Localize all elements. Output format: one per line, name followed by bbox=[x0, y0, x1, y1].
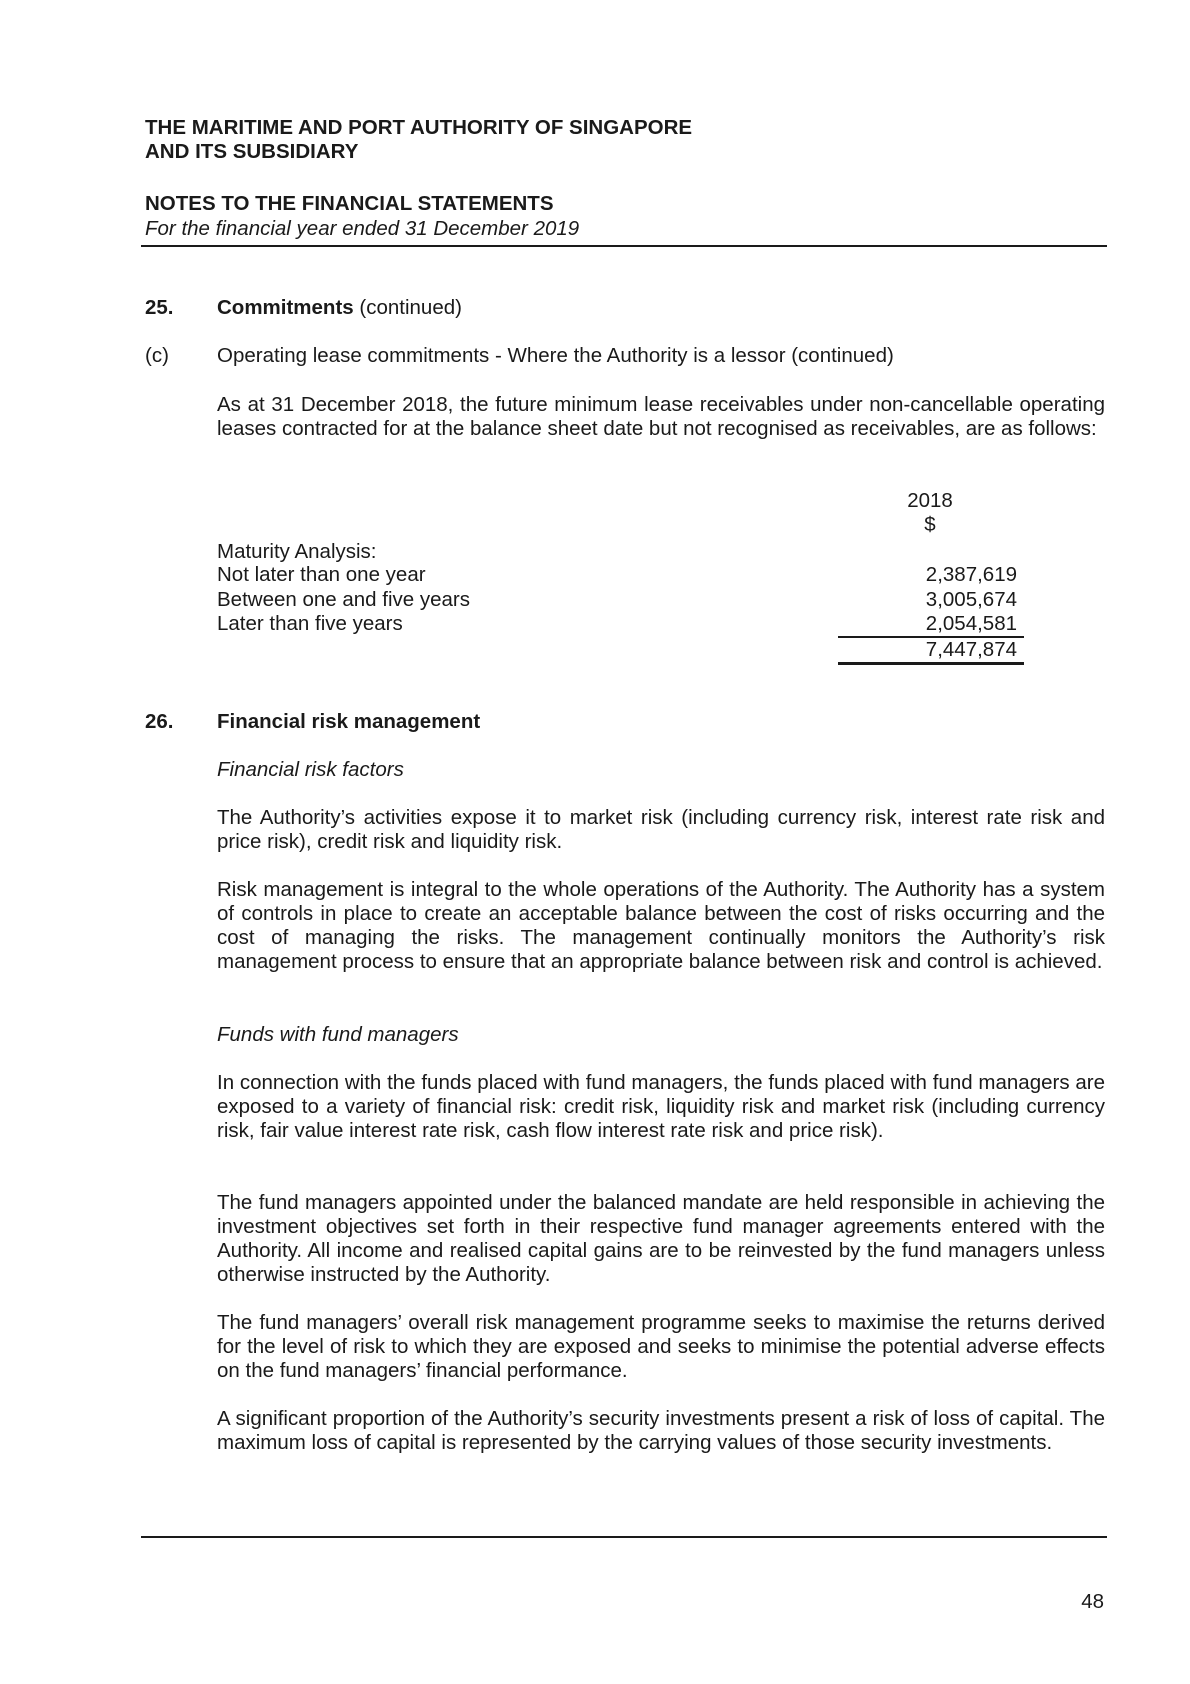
org-name-line2: AND ITS SUBSIDIARY bbox=[145, 140, 359, 163]
funds-with-fund-managers-subheading: Funds with fund managers bbox=[217, 1023, 459, 1046]
table-row bbox=[217, 611, 1017, 636]
page-number: 48 bbox=[1081, 1590, 1104, 1613]
risk-programme-paragraph: The fund managers’ overall risk management programme seeks to maximise the returns derived for the level of risk to which they are exposed and seeks to minimise the potential adverse effects on the fund managers’ financial performance. bbox=[217, 1311, 1105, 1382]
table-row bbox=[217, 562, 1017, 587]
note-25-title: Commitments bbox=[217, 296, 354, 319]
table-currency-header: $ bbox=[924, 513, 936, 536]
balanced-mandate-paragraph: The fund managers appointed under the balanced mandate are held responsible in achieving the investment objectives set forth in their respective fund manager agreements entered with the Authority. All income and realised capital gains are to be reinvested by the fund managers unless otherwise instructed by the Authority. bbox=[217, 1191, 1105, 1286]
note-26-number: 26. bbox=[145, 710, 174, 733]
table-row bbox=[217, 587, 1017, 612]
security-investments-paragraph: A significant proportion of the Authority’s security investments present a risk of loss of capital. The maximum loss of capital is represented by the carrying values of those security investments. bbox=[217, 1407, 1105, 1454]
sub-note-label: (c) bbox=[145, 344, 169, 367]
risk-management-paragraph: Risk management is integral to the whole operations of the Authority. The Authority has a system of controls in place to create an acceptable balance between the cost of risks occurring and the cost of managing the risks. The management continually monitors the Authority’s risk management process to ensure that an appropriate balance between risk and control is achieved. bbox=[217, 878, 1105, 973]
table-total-row bbox=[217, 637, 1017, 662]
sub-note-title: Operating lease commitments - Where the Authority is a lessor (continued) bbox=[217, 344, 894, 367]
note-25-title-suffix: (continued) bbox=[353, 296, 462, 319]
lease-intro-paragraph: As at 31 December 2018, the future minimum lease receivables under non-cancellable operating leases contracted for at the balance sheet date but not recognised as receivables, are as follows: bbox=[217, 393, 1105, 440]
org-name-line1: THE MARITIME AND PORT AUTHORITY OF SINGAPORE bbox=[145, 116, 693, 139]
row-label: Not later than one year bbox=[217, 563, 426, 586]
period-subtitle: For the financial year ended 31 December 2019 bbox=[145, 217, 580, 240]
footer-divider bbox=[141, 1536, 1107, 1538]
row-label: Between one and five years bbox=[217, 588, 470, 611]
financial-risk-factors-subheading: Financial risk factors bbox=[217, 758, 404, 781]
section-title: NOTES TO THE FINANCIAL STATEMENTS bbox=[145, 192, 554, 215]
row-value: 2,387,619 bbox=[925, 563, 1017, 586]
header-divider bbox=[141, 245, 1107, 247]
maturity-analysis-heading: Maturity Analysis: bbox=[217, 540, 377, 563]
note-26-title: Financial risk management bbox=[217, 710, 481, 733]
risk-exposure-paragraph: The Authority’s activities expose it to market risk (including currency risk, interest rate risk and price risk), credit risk and liquidity risk. bbox=[217, 806, 1105, 853]
note-25-number: 25. bbox=[145, 296, 174, 319]
table-year-header: 2018 bbox=[907, 489, 953, 512]
row-label: Later than five years bbox=[217, 612, 403, 635]
row-value: 3,005,674 bbox=[925, 588, 1017, 611]
total-underline bbox=[838, 662, 1024, 665]
total-value: 7,447,874 bbox=[925, 638, 1017, 661]
fund-managers-exposure-paragraph: In connection with the funds placed with fund managers, the funds placed with fund managers are exposed to a variety of financial risk: credit risk, liquidity risk and market risk (including currency risk, fair value interest rate risk, cash flow interest rate risk and price risk). bbox=[217, 1071, 1105, 1142]
note-25-heading bbox=[217, 296, 462, 320]
row-value: 2,054,581 bbox=[925, 612, 1017, 635]
